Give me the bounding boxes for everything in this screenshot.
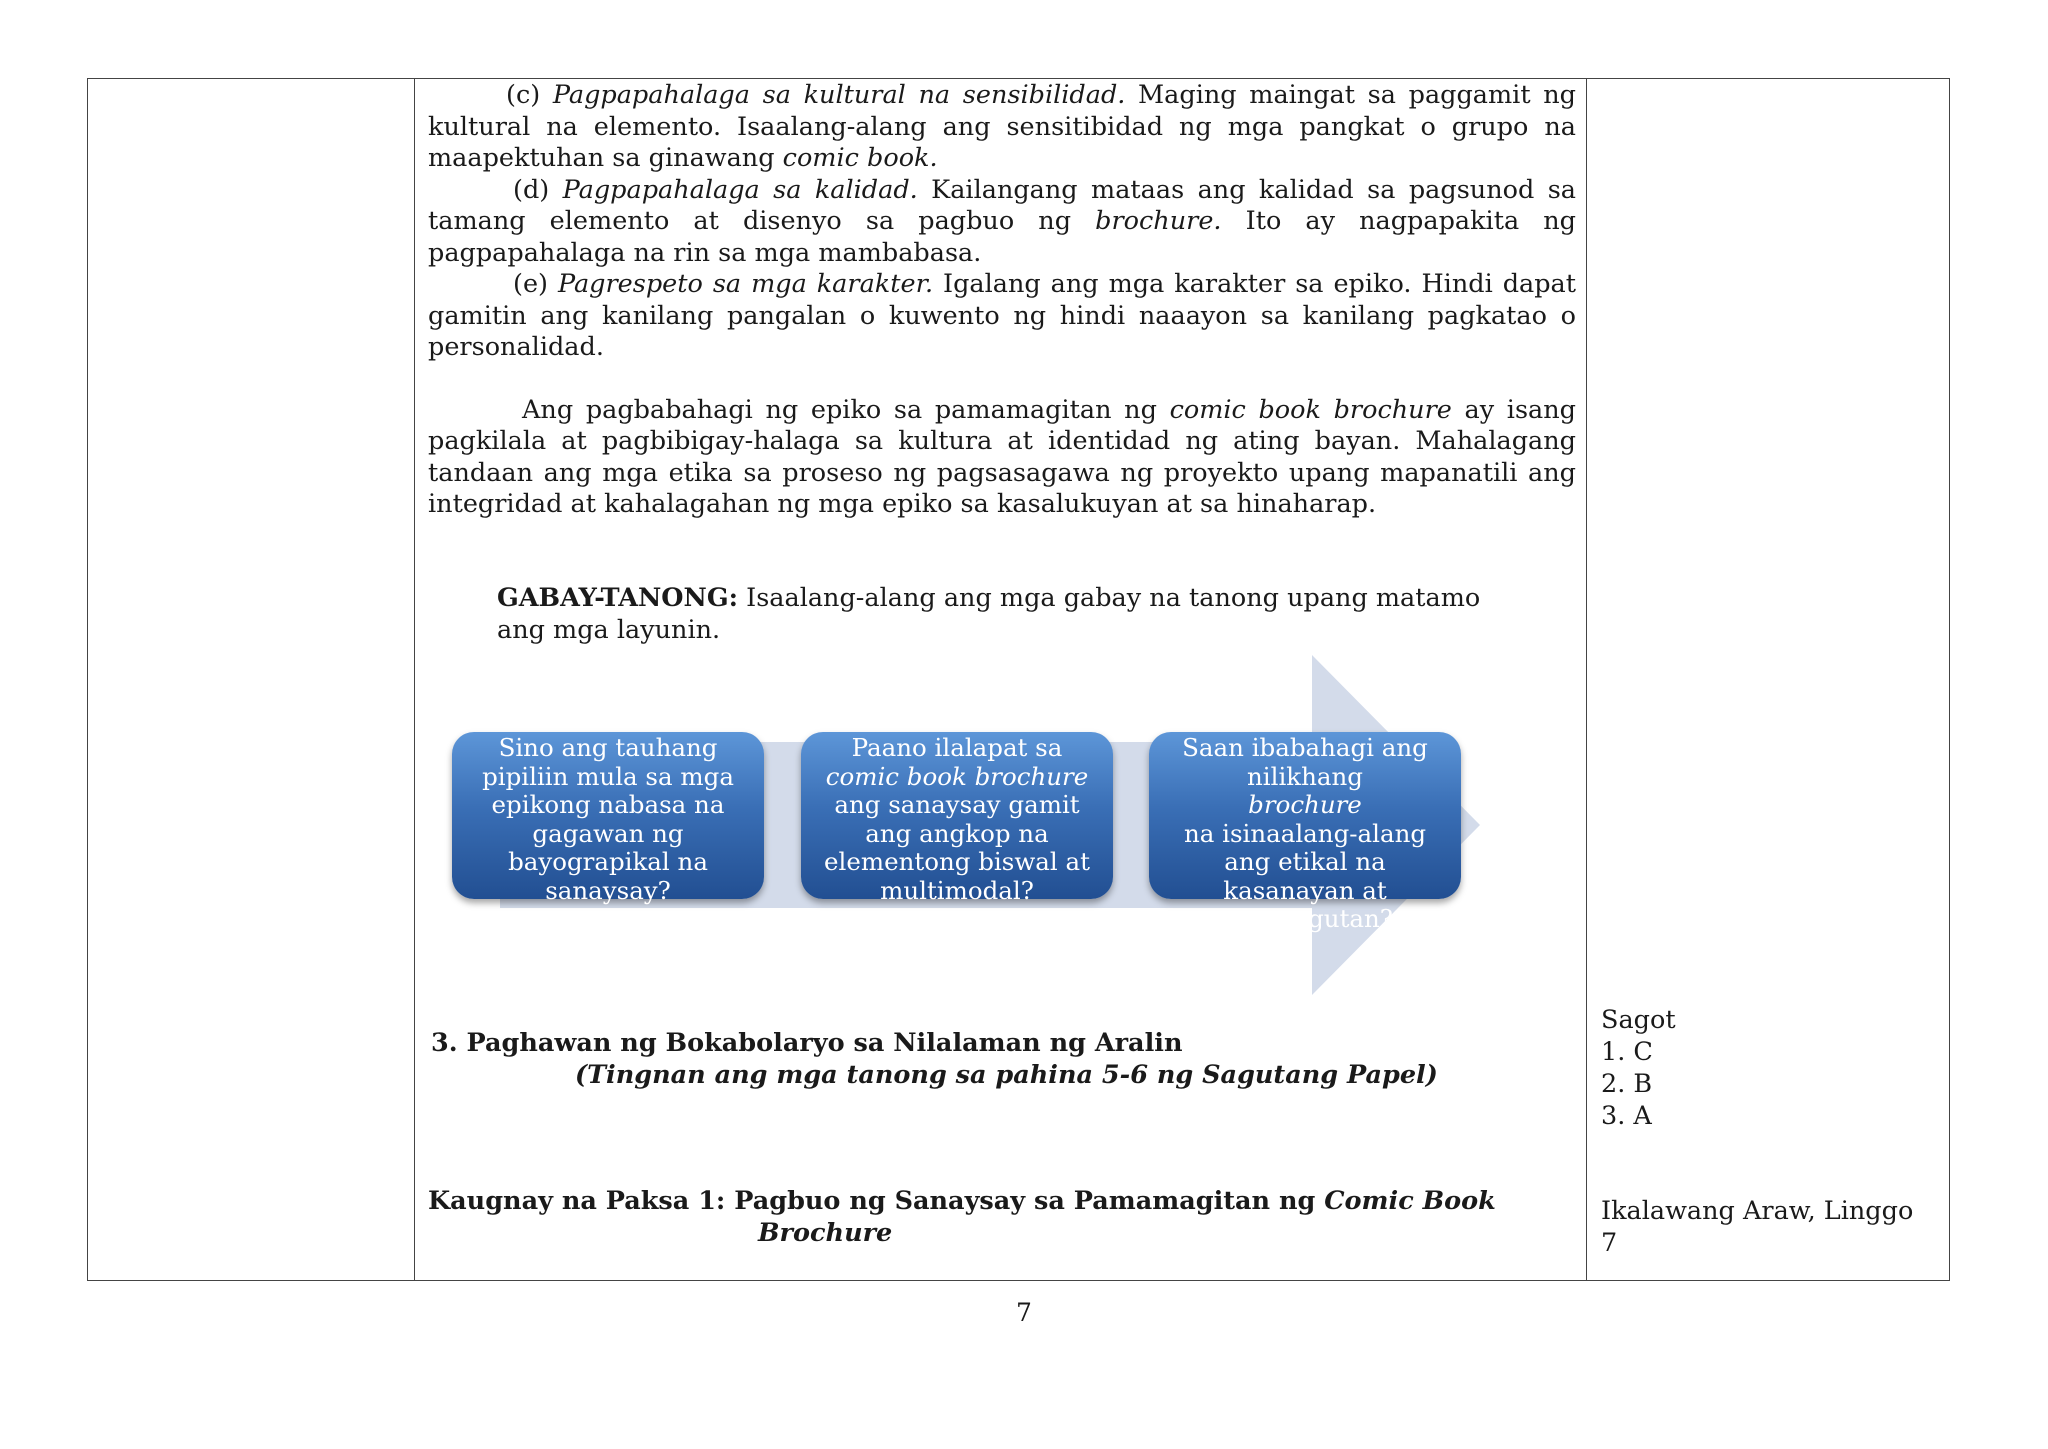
week-number: 7 [1601, 1228, 1618, 1258]
item-c-text: Maging maingat sa paggamit ng kultural na elemento. Isaalang-alang ang sensitibidad ng mga pangkat o grupo na maapektuhan sa ginawang [428, 80, 1576, 173]
box3-line: pananagutan? [1217, 904, 1393, 933]
box1-line: epikong nabasa na [491, 790, 725, 819]
box2-line: elementong biswal at [824, 847, 1090, 876]
box3-line [1159, 763, 1451, 820]
box3-line: Saan ibabahagi ang [1182, 733, 1428, 762]
summary-text1: Ang pagbabahagi ng epiko sa pamamagitan ng [522, 394, 1170, 425]
item-e [428, 269, 1576, 364]
box2-line: ang sanaysay gamit [834, 790, 1080, 819]
question-box-1 [452, 732, 764, 905]
box3-line: kasanayan at [1223, 875, 1387, 905]
gabay-tanong [497, 583, 1497, 646]
box1-line: bayograpikal na [508, 847, 708, 876]
question-box-3 [1149, 732, 1461, 933]
summary-em: comic book brochure [1169, 394, 1452, 425]
box2-line: Paano ilalapat sa [851, 733, 1063, 762]
answer-item: 2. B [1601, 1069, 1653, 1099]
box1-line: pipiliin mula sa mga [482, 761, 734, 791]
day-label: Ikalawang Araw, Linggo [1601, 1196, 1914, 1226]
sagot-label: Sagot [1601, 1005, 1676, 1035]
summary-text2: ay isang pagkilala at pagbibigay-halaga sa kultura at identidad ng ating bayan. Mahalagang tandaan ang mga etika sa proseso ng pagsasagawa ng proyekto upang mapanatili ang integridad at kahalagahan ng mga epiko sa kasalukuyan at sa hinaharap. [428, 394, 1577, 519]
box1-line: Sino ang tauhang [498, 733, 718, 762]
column-divider-right [1586, 79, 1587, 1280]
answer-item: 3. A [1601, 1101, 1652, 1131]
box3-line: ang etikal na [1224, 847, 1386, 876]
page-number: 7 [1016, 1298, 1032, 1327]
box1-line: sanaysay? [545, 875, 671, 905]
item-c-label: (c) [506, 80, 553, 110]
item-e-text: Igalang ang mga karakter sa epiko. Hindi dapat gamitin ang kanilang pangalan o kuwento ng hindi naaayon sa kanilang pagkatao o personalidad. [428, 269, 1576, 362]
gabay-label: GABAY-TANONG: [497, 583, 739, 613]
question-box-2 [801, 732, 1113, 905]
box2-line: comic book brochure [825, 761, 1089, 791]
box2-line: multimodal? [880, 875, 1034, 905]
guide-questions-diagram [440, 645, 1480, 990]
day-note [1601, 1195, 1941, 1259]
kaugnay-em: Comic Book [1324, 1186, 1496, 1216]
answer-key [1601, 1004, 1941, 1132]
section3-subtitle: (Tingnan ang mga tanong sa pahina 5-6 ng Sagutang Papel) [575, 1060, 1438, 1090]
box3-line-em: brochure [1248, 790, 1362, 819]
column-divider-left [414, 79, 415, 1280]
box2-line: ang angkop na [865, 818, 1049, 848]
answer-item: 1. C [1601, 1037, 1653, 1067]
item-d-label: (d) [513, 174, 563, 205]
item-c [428, 80, 1576, 175]
item-e-label: (e) [513, 269, 558, 299]
item-c-title: Pagpapahalaga sa kultural na sensibilidad. [552, 80, 1126, 110]
item-d-text: Kailangang mataas ang kalidad sa pagsunod sa tamang elemento at disenyo sa pagbuo ng [428, 174, 1576, 236]
item-d-title: Pagpapahalaga sa kalidad. [562, 174, 918, 205]
item-e-title: Pagrespeto sa mga karakter. [557, 269, 934, 299]
item-d-em: brochure. [1095, 206, 1222, 236]
item-c-em: comic book. [782, 143, 938, 173]
box3-line-part: nilikhang [1247, 761, 1363, 791]
gabay-text: Isaalang-alang ang mga gabay na tanong upang matamo [738, 583, 1481, 613]
box3-line: na isinaalang-alang [1183, 818, 1427, 848]
gabay-text2: ang mga layunin. [497, 614, 721, 645]
summary-paragraph [428, 395, 1576, 521]
kaugnay-line2: Brochure [758, 1218, 893, 1248]
box1-line: gagawan ng [532, 818, 684, 848]
ethics-text [428, 80, 1576, 521]
kaugnay-heading [428, 1185, 1508, 1249]
item-d [428, 175, 1576, 270]
kaugnay-text: Kaugnay na Paksa 1: Pagbuo ng Sanaysay sa Pamamagitan ng [428, 1186, 1325, 1216]
section3-title: 3. Paghawan ng Bokabolaryo sa Nilalaman ng Aralin [431, 1028, 1183, 1058]
item-d-text2: Ito ay nagpapakita ng pagpapahalaga na rin sa mga mambabasa. [428, 206, 1576, 268]
